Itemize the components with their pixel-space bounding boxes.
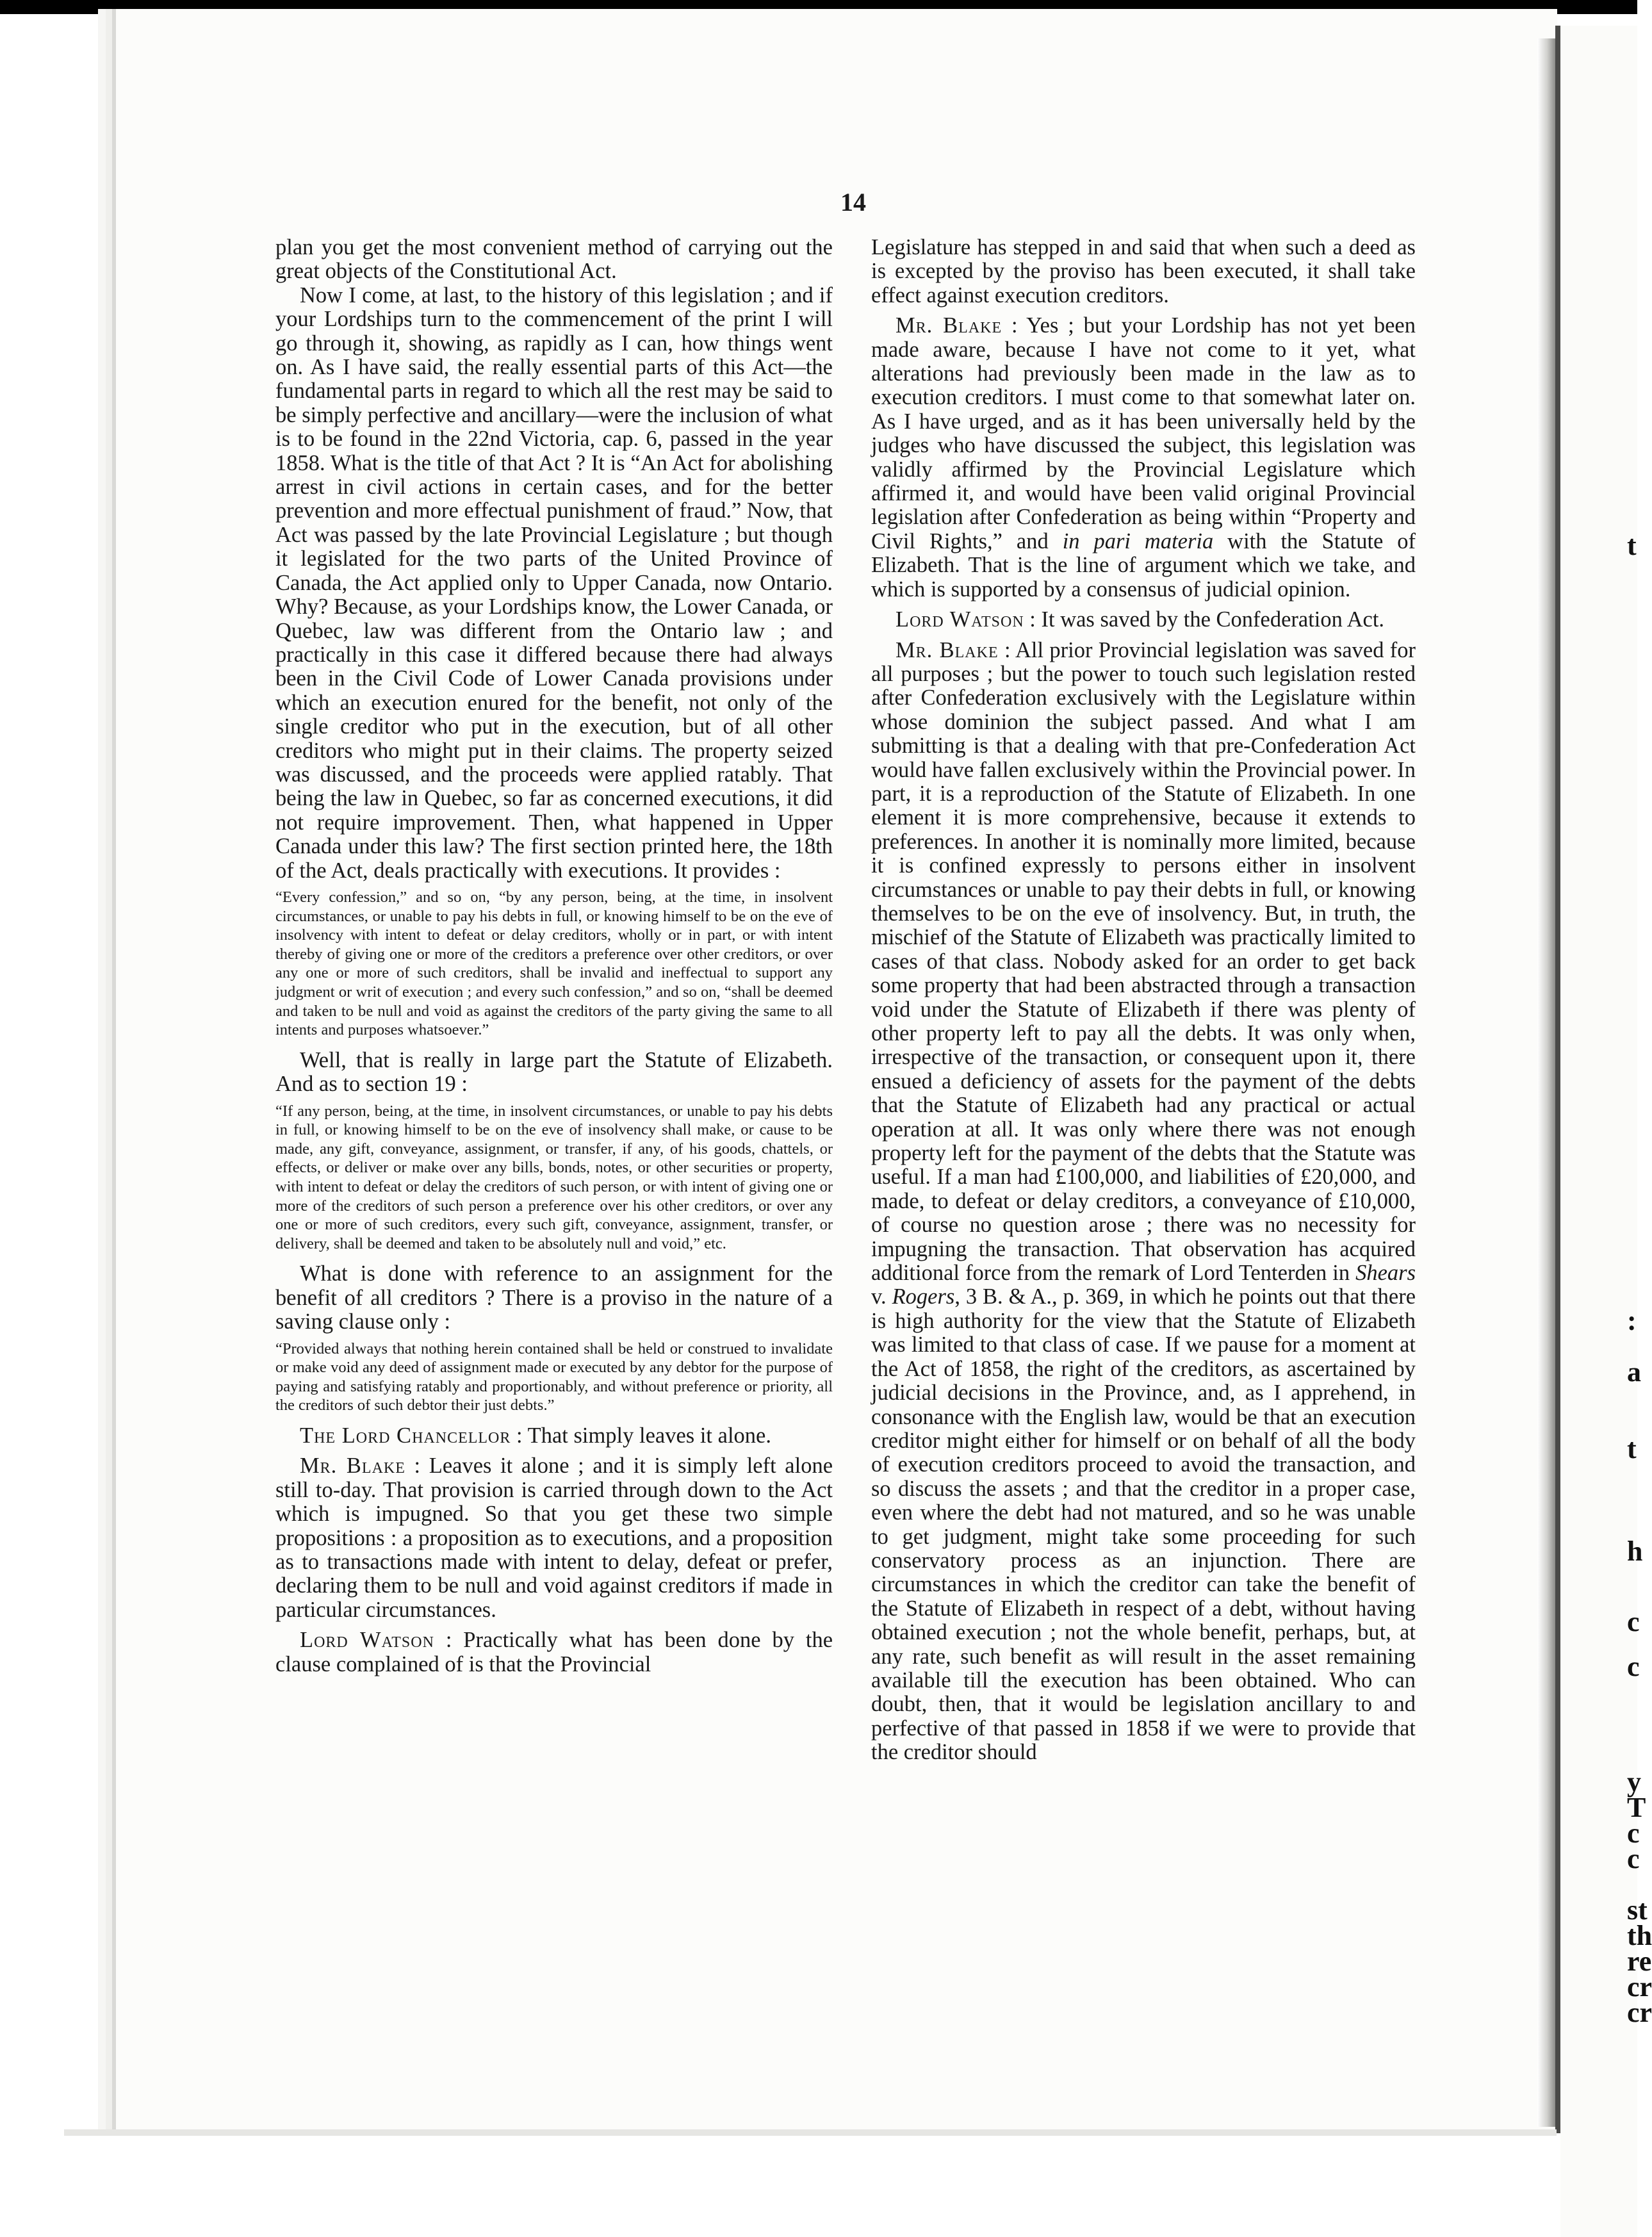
paragraph: Legislature has stepped in and said that when such a deed as is excepted by the proviso has been executed, it shall take effect against execution creditors. <box>871 235 1416 307</box>
adjacent-margin-letter: : <box>1627 1305 1637 1336</box>
speech-text: , 3 B. & A., p. 369, in which he points out that there is high authority for the view that the Statute of Elizabeth was limited to that class of case. If we pause for a moment at the Act of 1858, the right of the creditors, as ascertained by judicial decisions in the Province, and, as I apprehend, in consonance with the English law, would be that an execution creditor might either for himself or on behalf of all the body of execution creditors proceed to avoid the transaction, and so discuss the assets ; and that the creditor in a proper case, even where the debt had not matured, and so he was unable to get judgment, might take some proceeding for such conservatory process as an injunction. There are circumstances in which the creditor can take the benefit of the Statute of Elizabeth in respect of a debt, without having obtained execution ; not the whole benefit, perhaps, but, at any rate, such benefit as will result in the asset remaining available till the execution has been obtained. Who can doubt, then, that it would be legislation ancillary to and perfective of that passed in 1858 if we were to provide that the creditor should <box>871 1284 1416 1765</box>
adjacent-margin-letter: cr <box>1627 1997 1652 2028</box>
adjacent-margin-letter: c <box>1627 1817 1640 1849</box>
statute-quote: “Every confession,” and so on, “by any person, being, at the time, in insolvent circumstances, or unable to pay his debts in full, or knowing himself to be on the eve of insolvency with intent to defeat or delay creditors, wholly or in part, or with intent thereby of giving one or more of the creditors a preference over other creditors, or over any one or more of such creditors, shall be invalid and ineffectual to support any judgment or writ of execution ; and every such confession,” and so on, “shall be deemed and taken to be null and void as against the creditors of the party giving the same to all intents and purposes whatsoever.” <box>275 888 833 1039</box>
adjacent-margin-letter: T <box>1627 1792 1646 1823</box>
latin-phrase: in pari materia <box>1062 529 1214 553</box>
paragraph: Well, that is really in large part the Statute of Elizabeth. And as to section 19 : <box>275 1047 833 1097</box>
adjacent-page <box>1560 26 1637 2237</box>
speech-text: : It was saved by the Confederation Act. <box>1029 607 1385 632</box>
speech-text: : Practically what has been done by the clause complained of is that the Provincial <box>275 1628 833 1676</box>
page-bottom-edge <box>64 2129 1557 2136</box>
speaker-name: Mr. Blake <box>896 637 999 662</box>
adjacent-margin-letter: st <box>1627 1894 1648 1926</box>
dialogue-paragraph <box>275 1454 833 1622</box>
dialogue-paragraph <box>275 1424 833 1448</box>
page-fold-shadow <box>1537 38 1555 2127</box>
case-name: Rogers <box>892 1284 955 1309</box>
speech-text: : That simply leaves it alone. <box>516 1423 771 1448</box>
statute-quote: “If any person, being, at the time, in insolvent circumstances, or unable to pay his debts in full, or knowing himself to be on the eve of insolvency shall make, or cause to be made, any gift, conveyance, assignment, or transfer, if any, of his goods, chattels, or effects, or deliver or make over any bills, bonds, notes, or other securities or property, with intent to defeat or delay the creditors of such person, or with intent of giving one or more of the creditors of such person a preference over his other creditors, or over any one or more of such creditors, every such gift, conveyance, assignment, transfer, or delivery, shall be deemed and taken to be absolutely null and void,” etc. <box>275 1102 833 1252</box>
paragraph: What is done with reference to an assignment for the benefit of all creditors ? There is a proviso in the nature of a saving clause only : <box>275 1261 833 1334</box>
book-gutter <box>1555 26 1560 2133</box>
dialogue-paragraph <box>871 639 1416 1765</box>
adjacent-margin-letter: y <box>1627 1766 1641 1798</box>
speech-text: : All prior Provincial legislation was saved for all purposes ; but the power to touch such legislation rested after Confederation exclusively with the Legislature within whose dominion the subject passed. And what I am submitting is that a dealing with that pre-Confederation Act would have fallen exclusively within the Provincial power. In part, it is a reproduction of the Statute of Elizabeth. In one element it is more comprehensive, because it extends to preferences. In another it is nominally more limited, because it is confined expressly to persons either in insolvent circumstances or unable to pay their debts in full, or knowing themselves to be on the eve of insolvency. But, in truth, the mischief of the Statute of Elizabeth was practically limited to cases of that class. Nobody asked for an order to get back some property that had been abstracted through a transaction void under the Statute of Elizabeth if there was plenty of other property left to pay all the debts. It was only when, irrespective of the transaction, or consequent upon it, there ensued a deficiency of assets for the payment of the debts that the Statute of Elizabeth had any practical or actual operation at all. It was only where there was not enough property left for the payment of the debts that the Statute was useful. If a man had £100,000, and liabilities of £20,000, and made, to defeat or delay creditors, a conveyance of £10,000, of course no question arose ; there was no necessity for impugning the transaction. That observation has acquired additional force from the remark of Lord Tenterden in <box>871 637 1416 1286</box>
adjacent-margin-letter: re <box>1627 1946 1652 1977</box>
speech-text: with the Statute of Elizabeth. That is the line of argument which we take, and which is supported by a consensus of judicial opinion. <box>871 529 1416 602</box>
speaker-name: Mr. Blake <box>896 313 1002 338</box>
dialogue-paragraph <box>871 314 1416 602</box>
page-number: 14 <box>840 188 866 217</box>
adjacent-margin-letter: a <box>1627 1356 1641 1388</box>
dialogue-paragraph <box>275 1628 833 1676</box>
paragraph: Now I come, at last, to the history of this legislation ; and if your Lordships turn to the commencement of the print I will go through it, showing, as rapidly as I can, how things went on. As I have said, the really essential parts of this Act—the fundamental parts in regard to which all the rest may be said to be simply perfective and ancillary—were the inclusion of what is to be found in the 22nd Victoria, cap. 6, passed in the year 1858. What is the title of that Act ? It is “An Act for abolishing arrest in civil actions in certain cases, and for the better prevention and more effectual punishment of fraud.” Now, that Act was passed by the late Provincial Legislature ; but though it legislated for the two parts of the United Province of Canada, the Act applied only to Upper Canada, now Ontario. Why? Because, as your Lordships know, the Lower Canada, or Quebec, law was different from the Ontario law ; and practically in this case it differed because there had always been in the Civil Code of Lower Canada provisions under which an execution enured for the benefit, not only of the single creditor who put in the execution, but of all other creditors who might put in their claims. The property seized was discussed, and the proceeds were applied ratably. That being the law in Quebec, so far as concerned executions, it did not require improvement. Then, what happened in Upper Canada under this law? The first section printed here, the 18th of the Act, deals practically with executions. It provides : <box>275 283 833 883</box>
speaker-name: Mr. Blake <box>300 1454 405 1479</box>
right-column <box>871 236 1416 1765</box>
case-versus: v. <box>871 1284 887 1309</box>
speaker-name: Lord Watson <box>896 607 1024 632</box>
speech-text: : Leaves it alone ; and it is simply left alone still to-day. That provision is carried through down to the Act which is impugned. So that you get these two simple propositions : a proposition as to executions, and a proposition as to transactions made with intent to delay, defeat or prefer, declaring them to be null and void against creditors if made in particular circumstances. <box>275 1454 833 1622</box>
left-column <box>275 236 833 1676</box>
adjacent-margin-letter: c <box>1627 1606 1640 1637</box>
adjacent-margin-letter: c <box>1627 1843 1640 1874</box>
adjacent-margin-letter: t <box>1627 530 1637 561</box>
adjacent-margin-letter: c <box>1627 1651 1640 1682</box>
adjacent-margin-letter: h <box>1627 1536 1643 1567</box>
dialogue-paragraph <box>871 608 1416 632</box>
case-name: Shears <box>1355 1261 1416 1286</box>
statute-quote: “Provided always that nothing herein contained shall be held or construed to invalidate or make void any deed of assignment made or executed by any debtor for the purpose of paying and satisfying ratably and proportionably, and without preference or priority, all the creditors of such debtor their just debts.” <box>275 1340 833 1414</box>
speech-text: : Yes ; but your Lordship has not yet been made aware, because I have not come to it yet, what alterations had previously been made in the law as to execution creditors. I must come to that somewhat later on. As I have urged, and as it has been universally held by the judges who have discussed the subject, this legislation was validly affirmed by the Provincial Legislature which affirmed it, and would have been valid original Provincial legislation after Confederation as being within “Property and Civil Rights,” and <box>871 313 1416 553</box>
adjacent-margin-letter: th <box>1627 1920 1652 1951</box>
adjacent-margin-letter: t <box>1627 1433 1637 1464</box>
speaker-name: Lord Watson <box>300 1628 434 1653</box>
speaker-name: The Lord Chancellor <box>300 1423 511 1448</box>
paragraph: plan you get the most convenient method of carrying out the great objects of the Constitutional Act. <box>275 235 833 284</box>
adjacent-margin-letter: cr <box>1627 1971 1652 2003</box>
